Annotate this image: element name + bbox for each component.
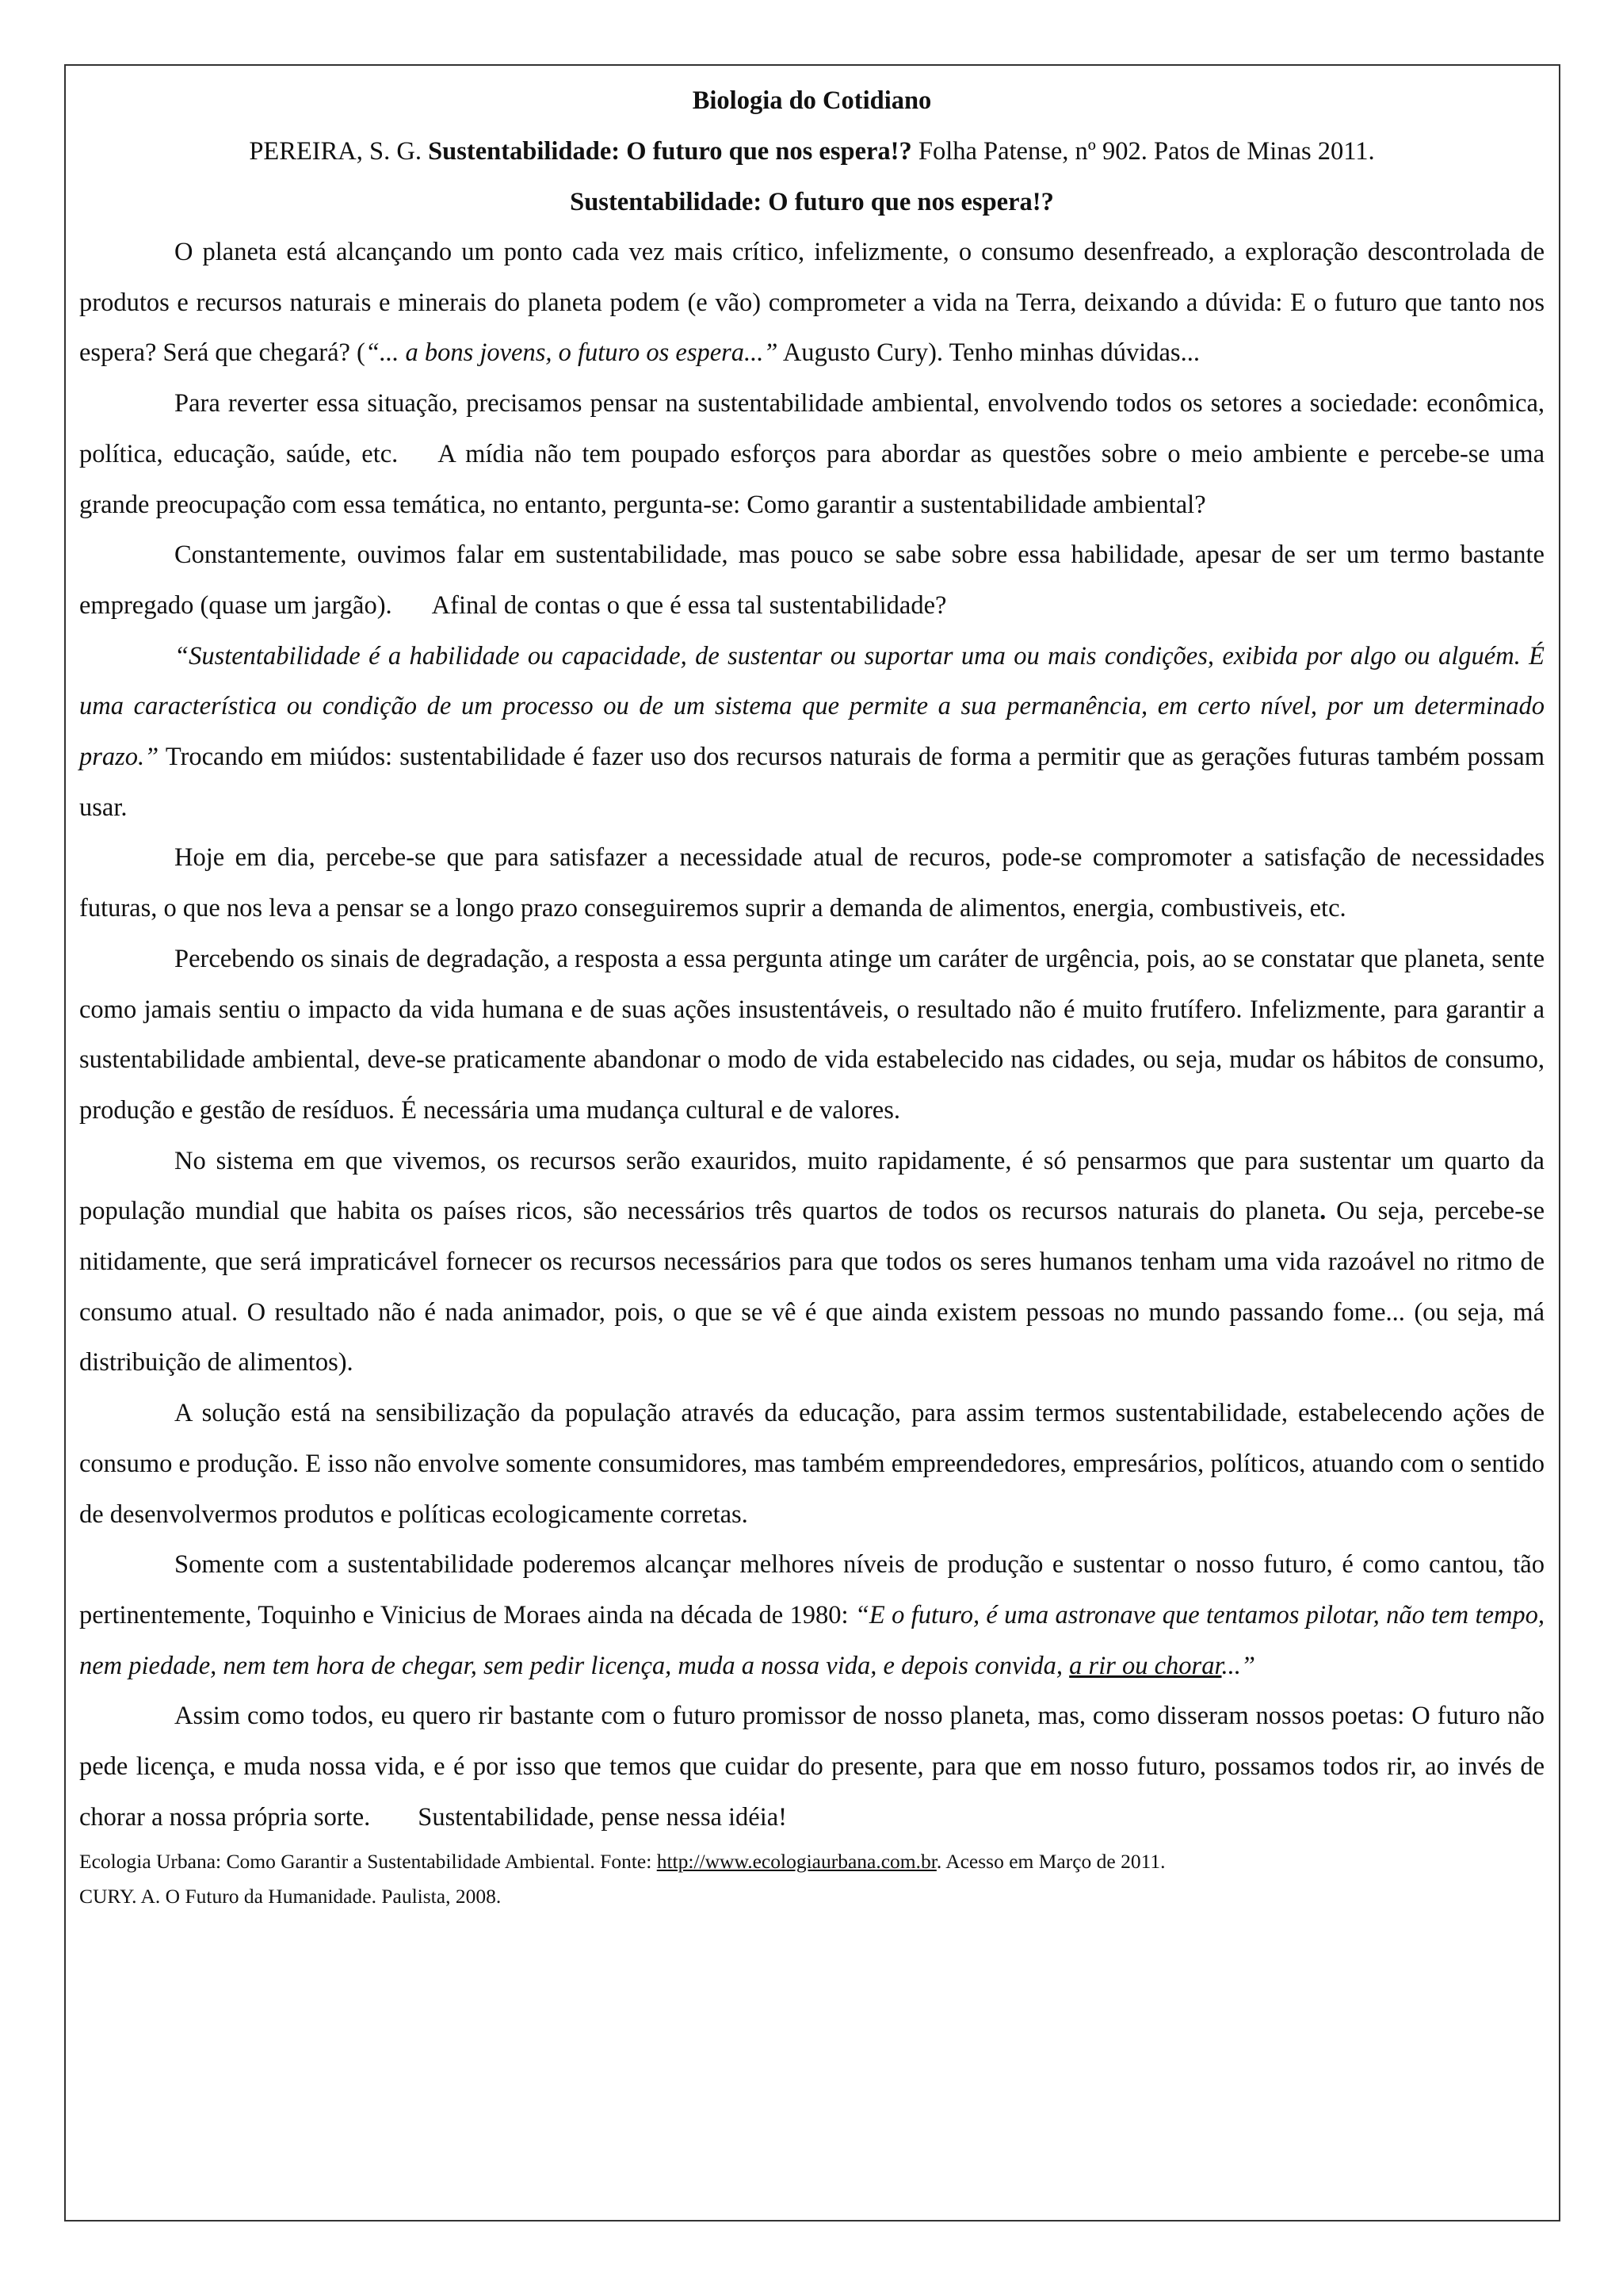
cury-quote: “... a bons jovens, o futuro os espera...” xyxy=(365,338,778,368)
citation-line xyxy=(79,126,1545,177)
paragraph-6: Percebendo os sinais de degradação, a resposta a essa pergunta atinge um caráter de urgência, pois, ao se constatar que planeta, sente como jamais sentiu o impacto da vida humana e de suas ações insustentáveis, o resultado não é muito frutífero. Infelizmente, para garantir a sustentabilidade ambiental, deve-se praticamente abandonar o modo de vida estabelecido nas cidades, ou seja, mudar os hábitos de consumo, produção e gestão de resíduos. É necessária uma mudança cultural e de valores. xyxy=(79,944,1545,1125)
song-quote: “E o futuro, é uma astronave que tentamos pilotar, não tem tempo, nem piedade, nem tem hora de chegar, sem pedir licença, muda a nossa vida, e depois convida, a rir ou chorar...” xyxy=(79,1600,1545,1680)
citation-title: Sustentabilidade: O futuro que nos espera!? xyxy=(428,137,912,166)
citation-rest: Folha Patense, nº 902. Patos de Minas 2011. xyxy=(911,137,1375,166)
section-title: Biologia do Cotidiano xyxy=(692,86,932,115)
reference-1: Ecologia Urbana: Como Garantir a Sustentabilidade Ambiental. Fonte: http://www.ecologiaurbana.com.br. Acesso em Março de 2011. xyxy=(79,1849,1166,1873)
citation-author: PEREIRA, S. G. xyxy=(249,137,429,166)
definition-quote: “Sustentabilidade é a habilidade ou capacidade, de sustentar ou suportar uma ou mais condições, exibida por algo ou alguém. É uma característica ou condição de um processo ou de um sistema que permite a sua permanência, em certo nível, por um determinado prazo.” xyxy=(79,641,1545,772)
reference-link[interactable]: http://www.ecologiaurbana.com.br xyxy=(656,1849,937,1873)
paragraph-2: Para reverter essa situação, precisamos pensar na sustentabilidade ambiental, envolvendo todos os setores a sociedade: econômica, política, educação, saúde, etc. A mídia não tem poupado esforços para abordar as questões sobre o meio ambiente e percebe-se uma grande preocupação com essa temática, no entanto, pergunta-se: Como garantir a sustentabilidade ambiental? xyxy=(79,389,1545,519)
paragraph-8: A solução está na sensibilização da população através da educação, para assim termos sustentabilidade, estabelecendo ações de consumo e produção. E isso não envolve somente consumidores, mas também empreendedores, empresários, políticos, atuando com o sentido de desenvolvermos produtos e políticas ecologicamente corretas. xyxy=(79,1399,1545,1529)
article-title: Sustentabilidade: O futuro que nos espera!? xyxy=(570,188,1054,216)
paragraph-4: “Sustentabilidade é a habilidade ou capacidade, de sustentar ou suportar uma ou mais condições, exibida por algo ou alguém. É uma característica ou condição de um processo ou de um sistema que permite a sua permanência, em certo nível, por um determinado prazo.” Trocando em miúdos: sustentabilidade é fazer uso dos recursos naturais de forma a permitir que as gerações futuras também possam usar. xyxy=(79,641,1545,822)
paragraph-3: Constantemente, ouvimos falar em sustentabilidade, mas pouco se sabe sobre essa habilidade, apesar de ser um termo bastante empregado (quase um jargão). Afinal de contas o que é essa tal sustentabilidade? xyxy=(79,541,1545,620)
document-page xyxy=(64,64,1560,2222)
paragraph-1: O planeta está alcançando um ponto cada vez mais crítico, infelizmente, o consumo desenfreado, a exploração descontrolada de produtos e recursos naturais e minerais do planeta podem (e vão) comprometer a vida na Terra, deixando a dúvida: E o futuro que tanto nos espera? Será que chegará? (“... a bons jovens, o futuro os espera...” Augusto Cury). Tenho minhas dúvidas... xyxy=(79,238,1545,368)
paragraph-9: Somente com a sustentabilidade poderemos alcançar melhores níveis de produção e sustentar o nosso futuro, é como cantou, tão pertinentemente, Toquinho e Vinicius de Moraes ainda na década de 1980: “E o futuro, é uma astronave que tentamos pilotar, não tem tempo, nem piedade, nem tem hora de chegar, sem pedir licença, muda a nossa vida, e depois convida, a rir ou chorar...” xyxy=(79,1550,1545,1680)
paragraph-10: Assim como todos, eu quero rir bastante com o futuro promissor de nosso planeta, mas, como disseram nossos poetas: O futuro não pede licença, e muda nossa vida, e é por isso que temos que cuidar do presente, para que em nosso futuro, possamos todos rir, ao invés de chorar a nossa própria sorte. Sustentabilidade, pense nessa idéia! xyxy=(79,1702,1545,1832)
paragraph-5: Hoje em dia, percebe-se que para satisfazer a necessidade atual de recuros, pode-se compromoter a satisfação de necessidades futuras, o que nos leva a pensar se a longo prazo conseguiremos suprir a demanda de alimentos, energia, combustiveis, etc. xyxy=(79,843,1545,923)
reference-2: CURY. A. O Futuro da Humanidade. Paulista, 2008. xyxy=(79,1884,502,1908)
paragraph-7: No sistema em que vivemos, os recursos serão exauridos, muito rapidamente, é só pensarmos que para sustentar um quarto da população mundial que habita os países ricos, são necessários três quartos de todos os recursos naturais do planeta. Ou seja, percebe-se nitidamente, que será impraticável fornecer os recursos necessários para que todos os seres humanos tenham uma vida razoável no ritmo de consumo atual. O resultado não é nada animador, pois, o que se vê é que ainda existem pessoas no mundo passando fome... (ou seja, má distribuição de alimentos). xyxy=(79,1146,1545,1377)
